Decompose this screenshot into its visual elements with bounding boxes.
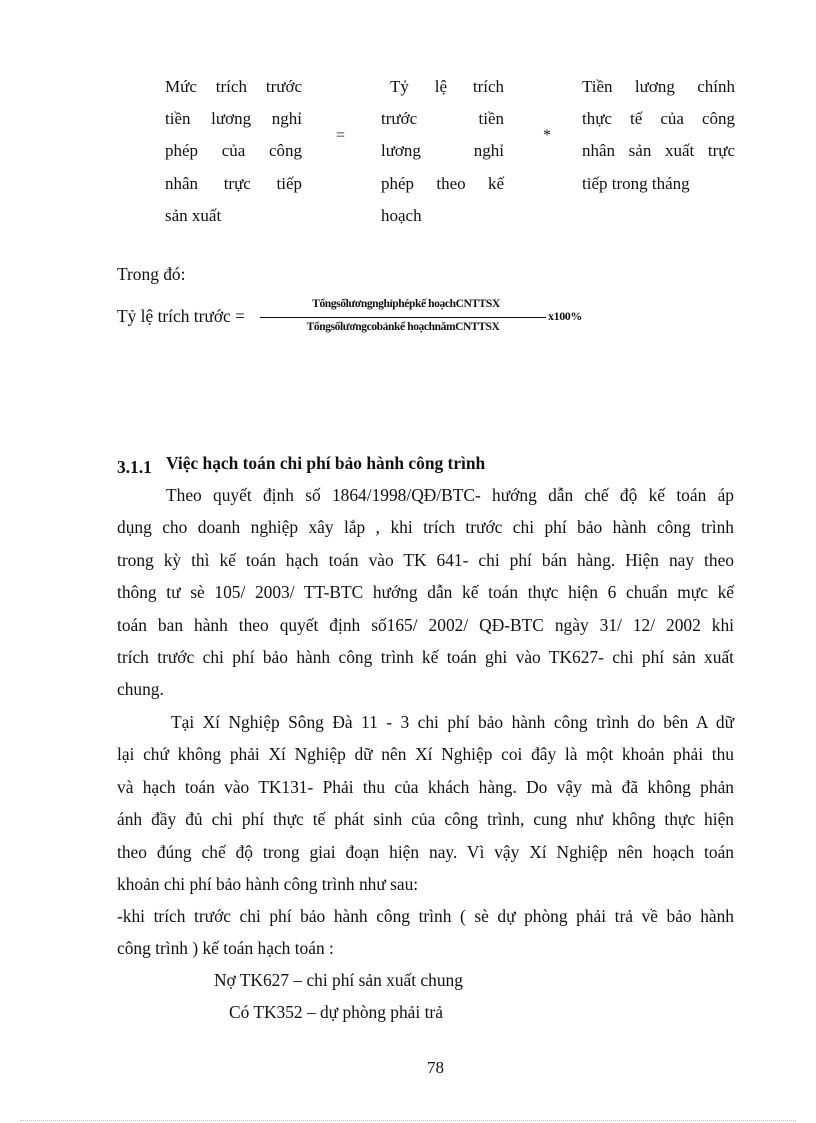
- paragraph-line: Tại Xí Nghiệp Sông Đà 11 - 3 chi phí bảo hành công trình do bên A dữ: [171, 712, 734, 732]
- paragraph-line: trong kỳ thì kế toán hạch toán vào TK 641- chi phí bán hàng. Hiện nay theo: [117, 549, 734, 570]
- where-label: Trong đó:: [117, 264, 186, 284]
- paragraph-line: trích trước chi phí bảo hành công trình kế toán ghi vào TK627- chi phí sản xuất: [117, 646, 734, 667]
- formula-left-cell: [165, 71, 302, 232]
- formula-right-cell: [582, 71, 735, 200]
- formula-right-line: thực tế của công: [582, 109, 735, 129]
- formula-middle-cell: [381, 71, 504, 232]
- paragraph-line: và hạch toán vào TK131- Phải thu của khách hàng. Do vậy mà đã không phản: [117, 776, 734, 797]
- formula-middle-line: Tỷ lệ trích: [390, 77, 504, 96]
- multiply-sign: *: [543, 127, 551, 144]
- formula-left-line: tiền lương nghỉ: [165, 109, 302, 129]
- paragraph-line: -khi trích trước chi phí bảo hành công trình ( sè dự phòng phải trả về bảo hành: [117, 906, 734, 926]
- paragraph-2: [117, 706, 734, 900]
- formula-left-line: Mức trích trước: [165, 77, 302, 96]
- paragraph-line: khoản chi phí bảo hành công trình như sau:: [117, 873, 419, 894]
- ratio-denominator: Tổngsốlươngcobảnkế hoạchnămCNTTSX: [306, 321, 500, 333]
- page-number: 78: [427, 1058, 444, 1077]
- paragraph-line: theo đúng chế độ trong giai đoạn hiện nay. Vì vậy Xí Nghiệp nên hoạch toán: [117, 841, 734, 862]
- paragraph-line: dụng cho doanh nghiệp xây lắp , khi trích trước chi phí bảo hành công trình: [117, 517, 734, 538]
- formula-left-line: nhân trực tiếp: [165, 173, 302, 193]
- paragraph-line: toán ban hành theo quyết định số165/ 2002/ QĐ-BTC ngày 31/ 12/ 2002 khi: [117, 614, 734, 635]
- paragraph-line: công trình ) kế toán hạch toán :: [117, 938, 334, 959]
- paragraph-line: Theo quyết định số 1864/1998/QĐ/BTC- hướng dẫn chế độ kế toán áp: [166, 485, 734, 505]
- formula-middle-line: hoạch: [381, 205, 422, 225]
- formula-right-line: tiếp trong tháng: [582, 173, 690, 193]
- formula-left-line: phép của công: [165, 141, 302, 161]
- formula-right-line: Tiền lương chính: [582, 77, 735, 96]
- credit-entry: Có TK352 – dự phòng phải trả: [229, 1002, 443, 1022]
- equals-sign: =: [336, 127, 346, 144]
- paragraph-1: [117, 479, 734, 706]
- formula-middle-line: lương nghỉ: [381, 141, 504, 161]
- paragraph-line: lại chứ không phải Xí Nghiệp dữ nên Xí Nghiệp coi đây là một khoản phải thu: [117, 744, 734, 765]
- ratio-label: Tỷ lệ trích trước =: [117, 306, 245, 326]
- formula-middle-line: phép theo kế: [381, 173, 504, 193]
- fraction-bar: [260, 317, 546, 318]
- ratio-numerator: Tổngsốlươngnghỉphépkế hoạchCNTTSX: [312, 298, 500, 310]
- paragraph-3: [117, 900, 734, 965]
- paragraph-line: thông tư sè 105/ 2003/ TT-BTC hướng dẫn kế toán thực hiện 6 chuẩn mực kế: [117, 582, 734, 603]
- section-number: 3.1.1: [117, 457, 152, 477]
- footer-divider: [20, 1120, 796, 1121]
- formula-left-line: sản xuất: [165, 205, 222, 225]
- formula-right-line: nhân sản xuất trực: [582, 141, 735, 161]
- paragraph-line: chung.: [117, 679, 164, 700]
- section-title: Việc hạch toán chi phí bảo hành công trình: [166, 453, 486, 473]
- paragraph-line: ánh đầy đủ chi phí thực tế phát sinh của công trình, cung như không thực hiện: [117, 809, 734, 830]
- ratio-multiplier: x100%: [548, 309, 583, 323]
- debit-entry: Nợ TK627 – chi phí sản xuất chung: [214, 970, 463, 990]
- formula-middle-line: trước tiền: [381, 109, 504, 129]
